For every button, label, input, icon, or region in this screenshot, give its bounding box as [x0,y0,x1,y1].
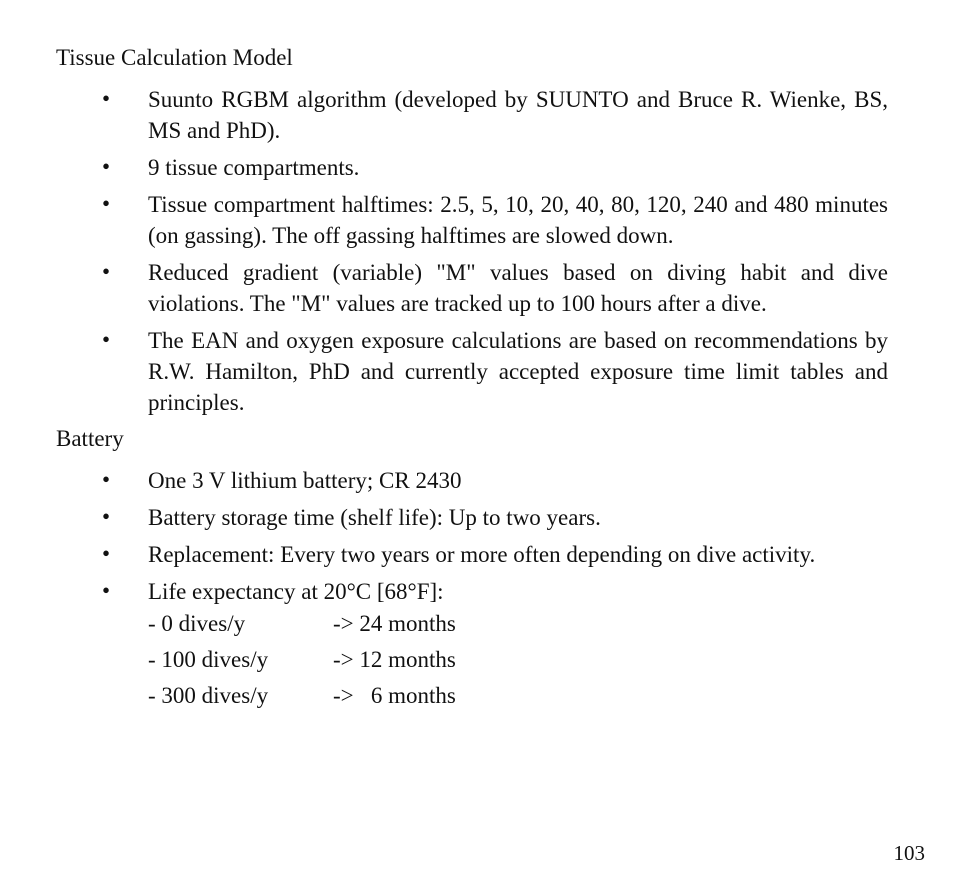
list-item-text: Life expectancy at 20°C [68°F]: [148,579,444,604]
list-item-text: Suunto RGBM algorithm (developed by SUUNTO and Bruce R. Wienke, BS, MS and PhD). [148,87,888,143]
list-item [0,539,954,570]
list-item [0,257,954,319]
list-item [0,502,954,533]
bullet-icon: • [102,541,111,566]
list-item [0,84,954,146]
bullet-icon: • [102,504,111,529]
bullet-icon: • [102,259,111,284]
list-item [0,152,954,183]
tissue-list [0,84,954,424]
bullet-icon: • [102,191,111,216]
list-item [0,189,954,251]
expectancy-months: -> 12 months [333,647,456,672]
life-expectancy-table [0,609,954,717]
expectancy-row [0,681,954,717]
bullet-icon: • [102,327,111,352]
bullet-icon: • [102,467,111,492]
expectancy-dives: - 100 dives/y [148,647,269,672]
bullet-icon: • [102,578,111,603]
expectancy-dives: - 0 dives/y [148,611,246,636]
list-item-text: Reduced gradient (variable) "M" values based on diving habit and dive violations. The "M" values are tracked up to 100 hours after a dive. [148,260,888,316]
list-item-text: Replacement: Every two years or more often depending on dive activity. [148,542,816,567]
expectancy-months: -> 24 months [333,611,456,636]
list-item-text: 9 tissue compartments. [148,155,360,180]
battery-list [0,465,954,613]
battery-heading: Battery [56,426,124,451]
expectancy-months: -> 6 months [333,683,456,708]
list-item-text: The EAN and oxygen exposure calculations are based on recommendations by R.W. Hamilton, PhD and currently accepted exposure time limit tables and principles. [148,328,888,415]
page-number: 103 [893,841,925,865]
tissue-calculation-heading: Tissue Calculation Model [56,45,293,70]
bullet-icon: • [102,86,111,111]
list-item-text: Battery storage time (shelf life): Up to two years. [148,505,601,530]
list-item-text: Tissue compartment halftimes: 2.5, 5, 10, 20, 40, 80, 120, 240 and 480 minutes (on gassing). The off gassing halftimes are slowed down. [148,192,888,248]
list-item [0,576,954,607]
expectancy-dives: - 300 dives/y [148,683,269,708]
list-item [0,325,954,418]
list-item [0,465,954,496]
expectancy-row [0,609,954,645]
bullet-icon: • [102,154,111,179]
list-item-text: One 3 V lithium battery; CR 2430 [148,468,462,493]
expectancy-row [0,645,954,681]
